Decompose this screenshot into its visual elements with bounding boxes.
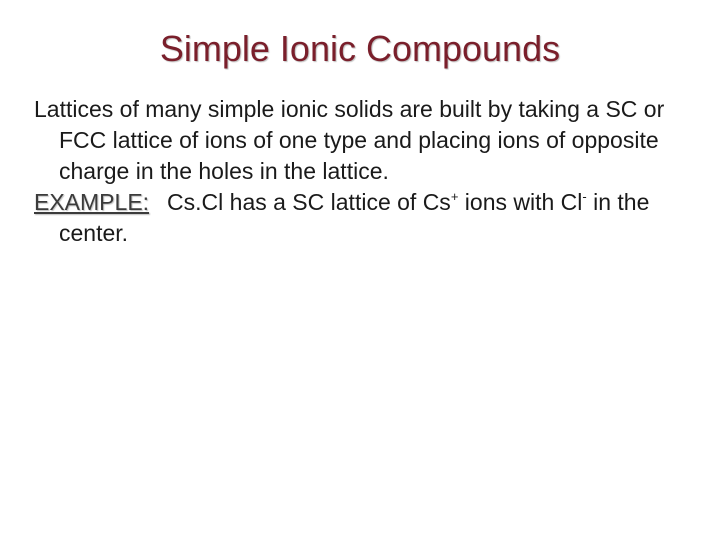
example-text-part1: Cs.Cl has a SC lattice of Cs <box>167 189 451 215</box>
paragraph-lattices: Lattices of many simple ionic solids are built by taking a SC or FCC lattice of ions of one type and placing ions of opposite charge in the holes in the lattice. <box>34 96 665 184</box>
example-text-part3: in the center. <box>59 189 650 246</box>
cation-charge: + <box>450 189 459 204</box>
anion-charge: - <box>582 189 587 204</box>
slide-title: Simple Ionic Compounds <box>159 28 561 69</box>
example-label: EXAMPLE: <box>34 189 150 215</box>
slide-body <box>34 94 694 249</box>
example-text-part2: ions with Cl <box>458 189 583 215</box>
paragraph-example <box>34 187 694 249</box>
